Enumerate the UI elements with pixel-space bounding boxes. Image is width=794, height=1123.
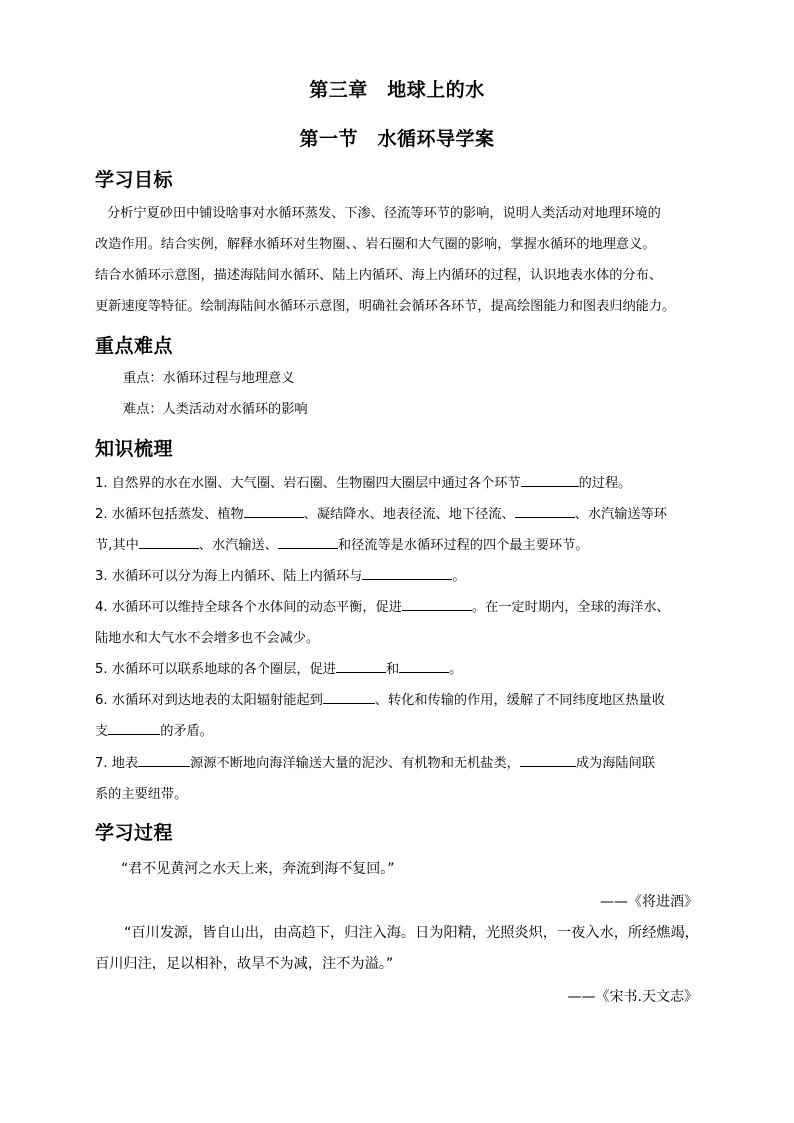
q6-text-d: 的矛盾。	[160, 724, 213, 739]
q7-text-c: 成为海陆间联	[575, 756, 655, 771]
q5-blank-1[interactable]	[336, 658, 386, 673]
question-2-line-1	[95, 499, 715, 530]
q4-blank[interactable]	[402, 596, 472, 611]
q6-text-b: 、转化和传输的作用，缓解了不同纬度地区热量收	[374, 693, 665, 708]
q2-blank-2[interactable]	[515, 503, 575, 518]
objectives-line-1: 分析宁夏砂田中铺设啥事对水循环蒸发、下渗、径流等环节的影响，说明人类活动对地理环境的	[107, 206, 661, 221]
q4-text-a: 4. 水循环可以维持全球各个水体间的动态平衡，促进	[95, 600, 402, 615]
question-5	[95, 654, 715, 685]
q5-text-a: 5. 水循环可以联系地球的各个圈层，促进	[95, 662, 336, 677]
quote-1: “君不见黄河之水天上来，奔流到海不复回。”	[121, 861, 395, 877]
question-3	[95, 561, 715, 592]
q2-text-e: 、水汽输送、	[198, 538, 278, 553]
objectives-line-3: 结合水循环示意图，描述海陆间水循环、陆上内循环、海上内循环的过程，认识地表水体的分布、	[95, 268, 663, 283]
q2-text-b: 、凝结降水、地表径流、地下径流、	[303, 507, 515, 522]
q4-text-b: 。在一定时期内，全球的海洋水、	[471, 600, 670, 615]
q1-text-a: 1. 自然界的水在水圈、大气圈、岩石圈、生物圈四大圈层中通过各个环节	[95, 476, 521, 491]
q2-blank-4[interactable]	[278, 534, 338, 549]
q3-blank[interactable]	[362, 565, 452, 580]
process-heading: 学习过程	[95, 822, 174, 844]
objectives-line-2: 改造作用。结合实例，解释水循环对生物圈、、岩石圈和大气圈的影响，掌握水循环的地理意义。	[95, 237, 656, 252]
q3-text-a: 3. 水循环可以分为海上内循环、陆上内循环与	[95, 569, 363, 584]
question-4-line-2: 陆地水和大气水不会增多也不会减少。	[95, 631, 320, 646]
question-6-line-2	[95, 716, 715, 747]
key-points-heading: 重点难点	[95, 335, 174, 357]
q6-text-c: 支	[95, 724, 109, 739]
q2-text-f: 和径流等是水循环过程的四个最主要环节。	[337, 538, 589, 553]
quote-1-source: ——《将进酒》	[600, 894, 698, 910]
objectives-line-4: 更新速度等特征。绘制海陆间水循环示意图，明确社会循环各环节，提高绘图能力和图表归纳能力。	[95, 299, 676, 314]
quote-2-source: ——《宋书.天文志》	[567, 989, 698, 1005]
difficult-point-text: 难点：人类活动对水循环的影响	[123, 402, 308, 417]
q1-text-b: 的过程。	[578, 476, 632, 491]
q2-text-d: 节,其中	[95, 538, 139, 553]
q5-blank-2[interactable]	[399, 658, 449, 673]
knowledge-heading: 知识梳理	[95, 438, 174, 460]
q7-text-a: 7. 地表	[95, 756, 139, 771]
key-point-text: 重点：水循环过程与地理意义	[123, 371, 295, 386]
q6-blank-1[interactable]	[323, 689, 375, 704]
question-6-line-1	[95, 685, 715, 716]
question-4-line-1	[95, 592, 715, 623]
q5-text-c: 。	[449, 662, 463, 677]
q7-blank-1[interactable]	[138, 752, 190, 767]
objectives-heading: 学习目标	[95, 169, 174, 191]
question-1	[95, 468, 715, 499]
question-7-line-1	[95, 748, 715, 779]
q2-text-a: 2. 水循环包括蒸发、植物	[95, 507, 244, 522]
section-title: 第一节 水循环导学案	[299, 128, 495, 150]
question-2-line-2	[95, 530, 715, 561]
q7-text-b: 源源不断地向海洋输送大量的泥沙、有机物和无机盐类，	[190, 756, 520, 771]
quote-2-line-2: 百川归注，足以相补，故旱不为减，注不为溢。”	[95, 956, 394, 972]
q2-text-c: 、水汽输送等环	[574, 507, 667, 522]
q3-text-b: 。	[452, 569, 466, 584]
q2-blank-1[interactable]	[244, 503, 304, 518]
q5-text-b: 和	[385, 662, 400, 677]
q2-blank-3[interactable]	[139, 534, 199, 549]
question-7-line-2: 系的主要纽带。	[95, 787, 188, 802]
quote-2-line-1: “百川发源，皆自山出，由高趋下，归注入海。日为阳精，光照炎炽，一夜入水，所经燋竭，	[124, 925, 699, 941]
q7-blank-2[interactable]	[520, 752, 576, 767]
q6-text-a: 6. 水循环对到达地表的太阳辐射能起到	[95, 693, 323, 708]
chapter-title: 第三章 地球上的水	[309, 79, 485, 101]
q1-blank[interactable]	[521, 472, 579, 487]
q6-blank-2[interactable]	[108, 720, 160, 735]
